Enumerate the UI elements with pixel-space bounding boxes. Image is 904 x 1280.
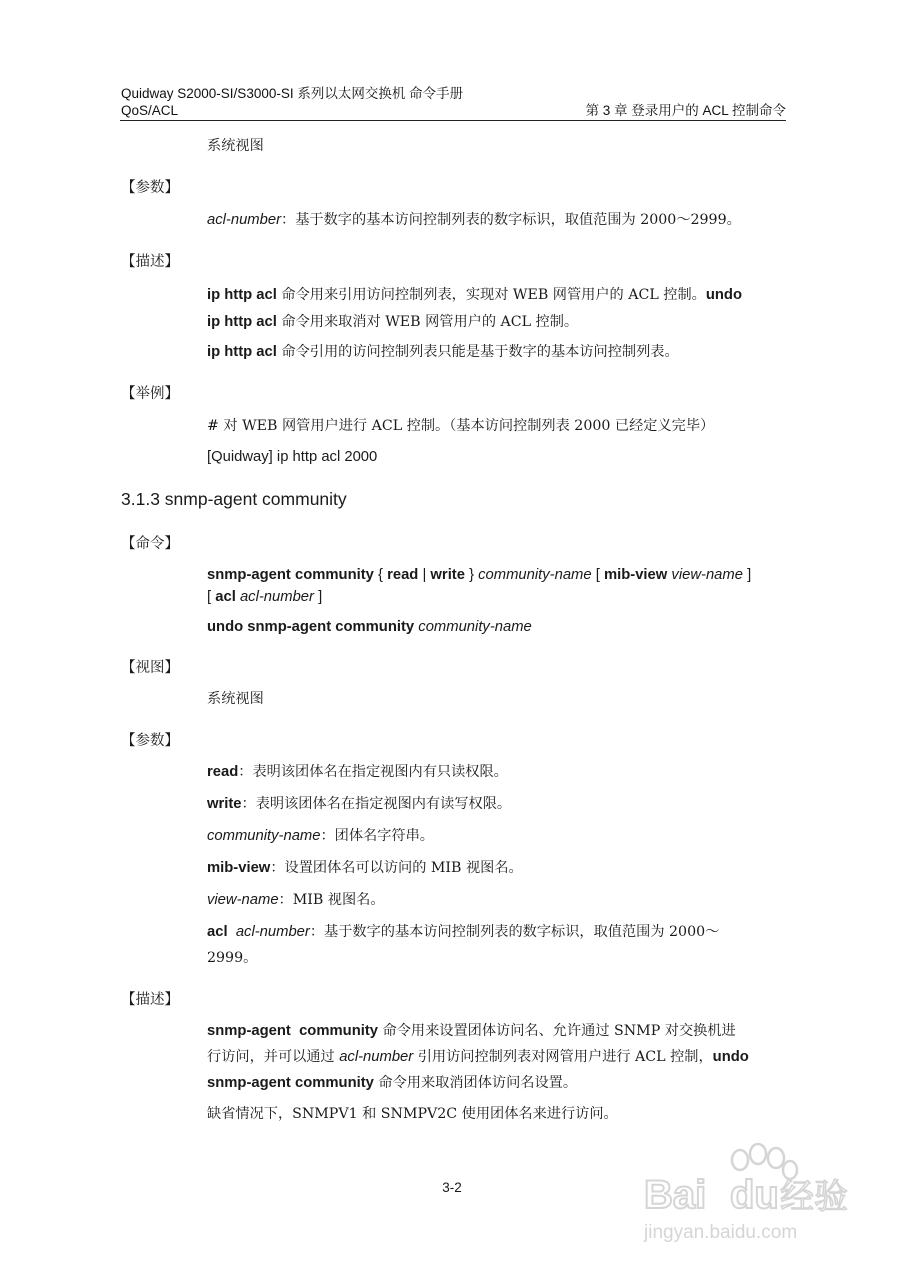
command-syntax-1-cont: [ acl acl-number ] [207,589,323,605]
watermark-cn: 经验 [780,1177,848,1217]
description-3-line-3: snmp-agent community 命令用来取消团体访问名设置。 [207,1075,578,1091]
view-value-1: 系统视图 [207,138,264,154]
param-acl-number-1: acl-number：基于数字的基本访问控制列表的数字标识，取值范围为 2000～2999。 [207,212,741,228]
command-syntax-1: snmp-agent community { read | write } community-name [ mib-view view-name ] [207,567,752,583]
example-comment: # 对 WEB 网管用户进行 ACL 控制。（基本访问控制列表 2000 已经定义完毕） [207,418,715,434]
watermark-brand2: du [730,1173,779,1217]
example-tag: 【举例】 [121,386,179,402]
view-value-2: 系统视图 [207,691,264,707]
description-3-line-1: snmp-agent community 命令用来设置团体访问名、允许通过 SNMP 对交换机进 [207,1023,736,1039]
param-acl-cont: 2999。 [207,950,258,966]
cmd-tag: 【命令】 [121,536,179,552]
param-write: write：表明该团体名在指定视图内有读写权限。 [207,796,512,812]
param-acl: acl acl-number：基于数字的基本访问控制列表的数字标识，取值范围为 2000～ [207,924,720,940]
watermark-brand: Bai [644,1173,707,1217]
header-chapter: 第 3 章 登录用户的 ACL 控制命令 [585,103,786,118]
description-1-line-2: ip http acl 命令用来取消对 WEB 网管用户的 ACL 控制。 [207,314,579,330]
page-number: 3-2 [442,1180,462,1195]
paw-icon [640,1140,860,1250]
header-title: Quidway S2000-SI/S3000-SI 系列以太网交换机 命令手册 [121,86,464,101]
baidu-watermark [640,1140,860,1250]
header-section: QoS/ACL [121,103,179,118]
description-2: ip http acl 命令引用的访问控制列表只能是基于数字的基本访问控制列表。 [207,344,679,360]
command-syntax-2: undo snmp-agent community community-name [207,619,532,635]
param-community-name: community-name：团体名字符串。 [207,828,434,844]
description-3-line-2: 行访问，并可以通过 acl-number 引用访问控制列表对网管用户进行 ACL 控制，undo [207,1049,749,1065]
params-tag-2: 【参数】 [121,733,179,749]
param-view-name: view-name：MIB 视图名。 [207,892,385,908]
desc-tag-1: 【描述】 [121,254,179,270]
view-tag: 【视图】 [121,660,179,676]
desc-tag-2: 【描述】 [121,992,179,1008]
section-heading: 3.1.3 snmp-agent community [121,489,347,509]
watermark-url: jingyan.baidu.com [644,1222,798,1243]
description-1-line-1: ip http acl 命令用来引用访问控制列表，实现对 WEB 网管用户的 ACL 控制。undo [207,287,742,303]
example-command: [Quidway] ip http acl 2000 [207,449,378,465]
param-read: read：表明该团体名在指定视图内有只读权限。 [207,764,508,780]
params-tag-1: 【参数】 [121,180,179,196]
param-mib-view: mib-view：设置团体名可以访问的 MIB 视图名。 [207,860,523,876]
description-4: 缺省情况下，SNMPV1 和 SNMPV2C 使用团体名来进行访问。 [207,1106,618,1122]
header-rule [120,120,786,121]
